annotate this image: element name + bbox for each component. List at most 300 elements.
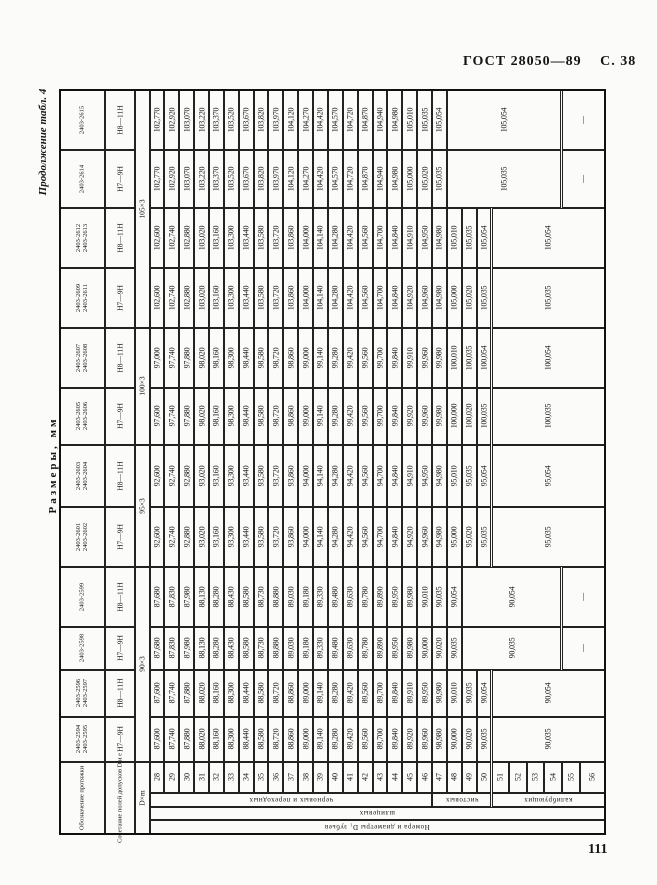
tooth-number (417, 762, 432, 793)
tooth-group-label-text: калибрующих (523, 795, 573, 804)
tooth-diameter-cell (164, 208, 179, 268)
tooth-diameter-cell-text: 87,680 (152, 637, 162, 659)
tooth-diameter-cell (224, 268, 239, 328)
tooth-diameter-cell-text: 105,054 (479, 225, 489, 250)
tooth-diameter-cell-text: 103,370 (211, 166, 221, 191)
tooth-diameter-cell (328, 627, 343, 670)
tooth-diameter-cell (298, 627, 313, 670)
dxm-group-text: 95×3 (137, 497, 147, 514)
tooth-diameter-cell (224, 150, 239, 208)
tooth-diameter-cell-text: 98,300 (226, 347, 236, 368)
tooth-diameter-cell (477, 328, 492, 388)
tooth-diameter-cell (373, 150, 388, 208)
teeth-numbers-label-text: Номера и диаметры D₁ зубьев (324, 822, 430, 831)
tooth-diameter-cell-text: 89,330 (315, 586, 325, 607)
tooth-diameter-cell-text: 104,720 (345, 107, 355, 132)
tolerance-combination (105, 670, 135, 717)
tooth-diameter-cell-text: 90,035 (479, 728, 489, 750)
tooth-diameter-cell (477, 388, 492, 445)
tolerance-combination-text: H8—11H (115, 342, 124, 373)
tooth-diameter-cell (268, 445, 283, 507)
tooth-diameter-cell (477, 208, 492, 268)
tolerance-combination-text: H7—9H (115, 403, 124, 429)
tolerance-combination (105, 90, 135, 150)
tooth-diameter-cell-text: 87,740 (167, 728, 177, 750)
tooth-diameter-cell (343, 670, 358, 717)
tooth-number-text: 52 (513, 773, 523, 781)
tooth-diameter-cell-text: 89,420 (345, 728, 355, 750)
table-caption-text: Продолжение табл. 4 (37, 88, 49, 196)
tooth-diameter-cell (387, 208, 402, 268)
broach-designation (60, 717, 105, 762)
tooth-diameter-cell-text: 105,035 (434, 166, 444, 191)
tooth-diameter-cell-text: 105,000 (449, 285, 459, 310)
tooth-diameter-cell-text: 88,300 (226, 682, 236, 704)
tooth-diameter-cell-text: 103,720 (271, 285, 281, 310)
merged-diameter-cell (462, 627, 562, 670)
designation-line: 2403-2607 (75, 343, 82, 372)
tooth-diameter-cell (268, 627, 283, 670)
tooth-diameter-cell (432, 90, 447, 150)
tooth-diameter-cell-text: 89,960 (420, 728, 430, 750)
tooth-diameter-cell (254, 90, 269, 150)
tooth-diameter-cell (179, 670, 194, 717)
tooth-diameter-cell-text: 93,720 (271, 465, 281, 486)
tooth-diameter-cell (402, 268, 417, 328)
tooth-diameter-cell (150, 90, 165, 150)
tooth-number (150, 762, 165, 793)
tooth-diameter-cell (209, 388, 224, 445)
tooth-diameter-cell-text: 89,890 (375, 586, 385, 607)
broach-designation (60, 268, 105, 328)
tooth-diameter-cell (358, 507, 373, 567)
tooth-diameter-cell-text: 99,960 (420, 347, 430, 368)
tooth-diameter-cell-text: 94,420 (345, 465, 355, 486)
tooth-diameter-cell-text: 103,520 (226, 107, 236, 132)
tooth-diameter-cell-text: 104,980 (434, 285, 444, 310)
designation-line: 2403-2615 (78, 105, 86, 134)
tooth-diameter-cell (179, 268, 194, 328)
tooth-diameter-cell-text: 94,140 (315, 465, 325, 486)
broach-designation-text (75, 223, 89, 251)
tooth-diameter-cell (432, 208, 447, 268)
tooth-diameter-cell (150, 627, 165, 670)
tooth-diameter-cell (209, 90, 224, 150)
tooth-diameter-cell-text: 97,740 (167, 347, 177, 368)
tooth-diameter-cell-text: 92,880 (182, 526, 192, 547)
tooth-diameter-cell (432, 445, 447, 507)
merged-diameter-cell-text: 105,035 (499, 166, 509, 191)
tooth-diameter-cell-text: 103,580 (256, 285, 266, 310)
tooth-group-label (150, 793, 433, 807)
tooth-diameter-cell-text: 98,440 (241, 405, 251, 427)
tooth-diameter-cell (373, 445, 388, 507)
tooth-diameter-cell (373, 328, 388, 388)
designation-line: 2403-2599 (78, 582, 86, 611)
tooth-diameter-cell-text: 104,120 (286, 166, 296, 191)
merged-diameter-cell-text: 90,035 (543, 728, 553, 750)
tooth-diameter-cell-text: 92,600 (152, 526, 162, 547)
tooth-diameter-cell-text: 94,560 (360, 526, 370, 547)
tooth-diameter-cell (298, 567, 313, 627)
tooth-diameter-cell (150, 208, 165, 268)
standard-number: ГОСТ 28050—89 (463, 54, 582, 69)
tooth-number-text: 47 (434, 773, 444, 781)
tooth-diameter-cell (343, 567, 358, 627)
broach-designation-text (75, 402, 89, 430)
units-title-text: Размеры, мм (47, 416, 59, 514)
tooth-diameter-cell-text: 94,910 (405, 465, 415, 486)
tooth-diameter-cell (313, 208, 328, 268)
dxm-group (135, 90, 150, 328)
tooth-diameter-cell (313, 627, 328, 670)
tooth-diameter-cell-text: 97,880 (182, 347, 192, 368)
tooth-number-text: 41 (345, 773, 355, 781)
tooth-number-text: 53 (530, 773, 540, 781)
tooth-diameter-cell (179, 150, 194, 208)
tooth-diameter-cell (432, 507, 447, 567)
tooth-diameter-cell (358, 627, 373, 670)
tolerance-combination-text: H8—11H (115, 222, 124, 253)
tooth-diameter-cell-text: 93,300 (226, 465, 236, 486)
tooth-diameter-cell (283, 150, 298, 208)
tooth-diameter-cell-text: 105,035 (464, 225, 474, 250)
designation-line: 2403-2602 (82, 522, 89, 551)
designation-line: 2403-2594 (75, 724, 82, 754)
tooth-number-text: 54 (548, 773, 558, 781)
broach-designation (60, 150, 105, 208)
tooth-group-label-text: чистовых (445, 795, 479, 804)
tooth-diameter-cell (209, 507, 224, 567)
tooth-diameter-cell-text: 93,580 (256, 465, 266, 486)
tooth-diameter-cell (179, 208, 194, 268)
tooth-diameter-cell-text: 103,440 (241, 225, 251, 250)
tooth-diameter-cell-text: 104,140 (315, 285, 325, 310)
tooth-number (224, 762, 239, 793)
tooth-diameter-cell-text: 102,880 (182, 225, 192, 250)
tooth-diameter-cell-text: 102,600 (152, 225, 162, 250)
tooth-number-text: 50 (479, 773, 489, 781)
tooth-number-text: 51 (495, 773, 505, 781)
tooth-diameter-cell-text: 89,950 (420, 682, 430, 704)
tooth-number-text: 38 (301, 773, 311, 781)
tooth-diameter-cell-text: 87,830 (167, 637, 177, 659)
tooth-diameter-cell-text: 88,580 (256, 728, 266, 750)
tooth-diameter-cell-text: 94,840 (390, 465, 400, 486)
designation-line: 2403-2608 (82, 343, 89, 372)
tooth-diameter-cell-text: 89,840 (390, 728, 400, 750)
tooth-diameter-cell-text: 89,140 (315, 682, 325, 704)
tooth-diameter-cell-text: 99,420 (345, 405, 355, 427)
tooth-diameter-cell (164, 507, 179, 567)
tooth-diameter-cell (194, 90, 209, 150)
tooth-diameter-cell-text: 100,000 (449, 403, 459, 429)
tooth-diameter-cell (164, 268, 179, 328)
tooth-diameter-cell-text: 103,020 (197, 225, 207, 250)
tooth-diameter-cell (224, 717, 239, 762)
tooth-diameter-cell-text: 88,880 (271, 637, 281, 659)
tooth-diameter-cell (477, 507, 492, 567)
tolerance-combination (105, 627, 135, 670)
tooth-diameter-cell (358, 208, 373, 268)
tooth-diameter-cell (268, 328, 283, 388)
merged-diameter-cell-text: 90,035 (507, 637, 517, 659)
tooth-diameter-cell (358, 328, 373, 388)
tooth-diameter-cell-text: 92,740 (167, 465, 177, 486)
tooth-diameter-cell (194, 150, 209, 208)
tooth-diameter-cell (164, 567, 179, 627)
tooth-diameter-cell (268, 717, 283, 762)
tooth-diameter-cell (387, 90, 402, 150)
tooth-diameter-cell-text: 89,840 (390, 682, 400, 704)
tolerance-combination (105, 567, 135, 627)
tooth-diameter-cell (432, 328, 447, 388)
tooth-diameter-cell (447, 388, 462, 445)
tooth-diameter-cell-text: 94,950 (420, 465, 430, 486)
tooth-diameter-cell-text: 90,000 (420, 637, 430, 659)
tooth-diameter-cell (402, 388, 417, 445)
tooth-diameter-cell (298, 507, 313, 567)
tooth-diameter-cell (417, 150, 432, 208)
tolerance-combination-text: H8—11H (115, 104, 124, 135)
tooth-diameter-cell-text: 89,000 (301, 682, 311, 704)
tooth-diameter-cell-text: 99,910 (405, 347, 415, 368)
tooth-diameter-cell (462, 388, 477, 445)
tooth-diameter-cell (164, 717, 179, 762)
tooth-diameter-cell-text: 105,054 (434, 107, 444, 132)
tooth-diameter-cell (417, 90, 432, 150)
tooth-diameter-cell (150, 507, 165, 567)
tooth-diameter-cell (298, 445, 313, 507)
broach-designation (60, 208, 105, 268)
tooth-diameter-cell-text: 95,035 (479, 526, 489, 547)
tooth-diameter-cell (373, 208, 388, 268)
broach-designation-text (75, 522, 89, 550)
broach-designation (60, 388, 105, 445)
tooth-diameter-cell-text: 104,960 (420, 285, 430, 310)
tooth-diameter-cell-text: 103,440 (241, 285, 251, 310)
tooth-diameter-cell (387, 507, 402, 567)
tooth-diameter-cell (254, 268, 269, 328)
merged-diameter-cell (492, 670, 605, 717)
tolerance-combination-text: H7—9H (115, 284, 124, 311)
tolerance-combination-text: H8—11H (115, 460, 124, 491)
tooth-diameter-cell-text: 104,700 (375, 285, 385, 310)
tooth-diameter-cell (254, 717, 269, 762)
tooth-diameter-cell-text: 98,720 (271, 347, 281, 368)
tooth-diameter-cell-text: 89,180 (301, 586, 311, 607)
tooth-number (313, 762, 328, 793)
tooth-diameter-cell (239, 670, 254, 717)
broach-designation-text (75, 725, 89, 753)
tolerance-combination-text: H7—9H (115, 726, 124, 752)
tooth-number (373, 762, 388, 793)
tooth-diameter-cell-text: 89,480 (330, 637, 340, 659)
tooth-diameter-cell-text: 104,120 (286, 107, 296, 132)
tooth-group-label-text: черновых и переходных (248, 795, 333, 804)
tooth-diameter-cell (343, 388, 358, 445)
tooth-diameter-cell (179, 627, 194, 670)
tooth-diameter-cell (387, 388, 402, 445)
tooth-diameter-cell-text: 103,300 (226, 285, 236, 310)
tooth-diameter-cell (447, 717, 462, 762)
designation-line: 2403-2611 (82, 283, 89, 312)
tooth-diameter-cell-text: 99,840 (390, 405, 400, 427)
tooth-diameter-cell-text: 99,700 (375, 405, 385, 427)
tooth-diameter-cell (254, 627, 269, 670)
tooth-number-text: 39 (315, 773, 325, 781)
tooth-number-text: 29 (167, 773, 177, 781)
tolerance-combination-text: H8—11H (115, 581, 124, 612)
tooth-diameter-cell-text: 94,920 (405, 526, 415, 547)
tooth-diameter-cell (373, 388, 388, 445)
dxm-group (135, 328, 150, 445)
dash-cell-text: — (578, 644, 588, 652)
tooth-diameter-cell (164, 90, 179, 150)
tooth-diameter-cell-text: 95,020 (464, 526, 474, 547)
tooth-diameter-cell-text: 103,580 (256, 225, 266, 250)
tooth-diameter-cell-text: 89,780 (360, 586, 370, 607)
tooth-diameter-cell-text: 93,440 (241, 465, 251, 486)
tooth-diameter-cell (432, 627, 447, 670)
tooth-diameter-cell-text: 104,000 (301, 285, 311, 310)
tooth-diameter-cell-text: 93,020 (197, 526, 207, 547)
tooth-diameter-cell-text: 97,880 (182, 405, 192, 427)
tooth-diameter-cell (417, 567, 432, 627)
tooth-diameter-cell-text: 88,130 (197, 586, 207, 607)
tooth-diameter-cell-text: 89,630 (345, 637, 355, 659)
tooth-diameter-cell (194, 567, 209, 627)
tolerance-combination-text: H7—9H (115, 635, 124, 661)
tooth-number-text: 48 (449, 773, 459, 781)
merged-diameter-cell (492, 208, 605, 268)
tooth-diameter-cell (432, 150, 447, 208)
tooth-diameter-cell-text: 89,280 (330, 728, 340, 750)
tooth-diameter-cell (298, 670, 313, 717)
tooth-diameter-cell-text: 103,970 (271, 166, 281, 191)
tooth-diameter-cell (150, 717, 165, 762)
tooth-diameter-cell (179, 388, 194, 445)
tooth-diameter-cell (447, 328, 462, 388)
tooth-diameter-cell-text: 88,280 (211, 586, 221, 607)
tooth-number-text: 32 (211, 773, 221, 781)
tooth-diameter-cell-text: 99,000 (301, 405, 311, 427)
merged-diameter-cell-text: 105,054 (499, 107, 509, 132)
tooth-diameter-cell (283, 670, 298, 717)
tooth-diameter-cell (194, 208, 209, 268)
tooth-diameter-cell (328, 670, 343, 717)
tooth-diameter-cell-text: 87,830 (167, 586, 177, 607)
tooth-diameter-cell-text: 104,910 (405, 225, 415, 250)
tooth-diameter-cell-text: 94,700 (375, 465, 385, 486)
tooth-diameter-cell (268, 507, 283, 567)
broach-designation-text (79, 105, 86, 133)
tooth-diameter-cell (194, 328, 209, 388)
tooth-number-text: 42 (360, 773, 370, 781)
tooth-diameter-cell (224, 328, 239, 388)
tooth-diameter-cell-text: 102,880 (182, 285, 192, 310)
tooth-number-text: 40 (330, 773, 340, 781)
tooth-diameter-cell (343, 627, 358, 670)
tooth-diameter-cell (343, 328, 358, 388)
tooth-diameter-cell (224, 507, 239, 567)
tooth-diameter-cell (313, 507, 328, 567)
designation-line: 2403-2595 (82, 724, 89, 754)
tooth-diameter-cell-text: 97,740 (167, 405, 177, 427)
tooth-diameter-cell (150, 150, 165, 208)
broach-designation-text (79, 164, 86, 192)
tooth-diameter-cell (373, 268, 388, 328)
dash-cell (562, 567, 605, 627)
tooth-diameter-cell (402, 507, 417, 567)
tooth-diameter-cell (373, 717, 388, 762)
tooth-diameter-cell-text: 89,950 (390, 586, 400, 607)
tooth-diameter-cell-text: 88,020 (197, 728, 207, 750)
tooth-diameter-cell (358, 268, 373, 328)
tooth-number-text: 49 (464, 773, 474, 781)
tooth-diameter-cell (224, 445, 239, 507)
tooth-diameter-cell (164, 445, 179, 507)
tooth-diameter-cell (254, 507, 269, 567)
tooth-diameter-cell (358, 717, 373, 762)
tooth-diameter-cell-text: 104,570 (330, 166, 340, 191)
tooth-diameter-cell (432, 670, 447, 717)
tooth-diameter-cell-text: 104,270 (301, 166, 311, 191)
tolerance-combination-text: H7—9H (115, 165, 124, 192)
tooth-diameter-cell (343, 507, 358, 567)
dash-cell-text: — (578, 592, 588, 601)
designation-line: 2403-2612 (75, 223, 82, 252)
tooth-number-text: 37 (286, 773, 296, 781)
tooth-diameter-cell-text: 98,160 (211, 347, 221, 368)
tooth-diameter-cell (254, 567, 269, 627)
tooth-diameter-cell (209, 445, 224, 507)
tooth-diameter-cell (283, 388, 298, 445)
tooth-diameter-cell (343, 717, 358, 762)
tooth-diameter-cell-text: 95,054 (479, 465, 489, 486)
tooth-number (462, 762, 477, 793)
tooth-diameter-cell (254, 445, 269, 507)
tooth-number-text: 31 (197, 773, 207, 781)
tooth-diameter-cell (179, 567, 194, 627)
tooth-diameter-cell (268, 90, 283, 150)
tooth-diameter-cell-text: 93,580 (256, 526, 266, 547)
tooth-diameter-cell (343, 90, 358, 150)
tooth-diameter-cell-text: 95,000 (449, 526, 459, 547)
tooth-diameter-cell (194, 627, 209, 670)
tooth-diameter-cell (402, 90, 417, 150)
tooth-diameter-cell-text: 99,560 (360, 347, 370, 368)
tooth-diameter-cell (402, 150, 417, 208)
tooth-diameter-cell (373, 567, 388, 627)
tooth-diameter-cell-text: 89,950 (390, 637, 400, 659)
tooth-diameter-cell-text: 92,740 (167, 526, 177, 547)
tooth-diameter-cell-text: 92,600 (152, 465, 162, 486)
designation-line: 2403-2598 (78, 633, 86, 663)
tooth-diameter-cell (283, 567, 298, 627)
tooth-diameter-cell-text: 88,160 (211, 682, 221, 704)
tooth-diameter-cell (164, 670, 179, 717)
tooth-diameter-cell (417, 717, 432, 762)
tooth-diameter-cell (209, 268, 224, 328)
tooth-diameter-cell-text: 88,720 (271, 682, 281, 704)
broach-designation (60, 328, 105, 388)
tooth-number (477, 762, 492, 793)
tooth-diameter-cell-text: 104,420 (345, 285, 355, 310)
dash-cell (562, 150, 605, 208)
tooth-diameter-cell-text: 89,630 (345, 586, 355, 607)
tolerance-combination-text: H7—9H (115, 523, 124, 550)
